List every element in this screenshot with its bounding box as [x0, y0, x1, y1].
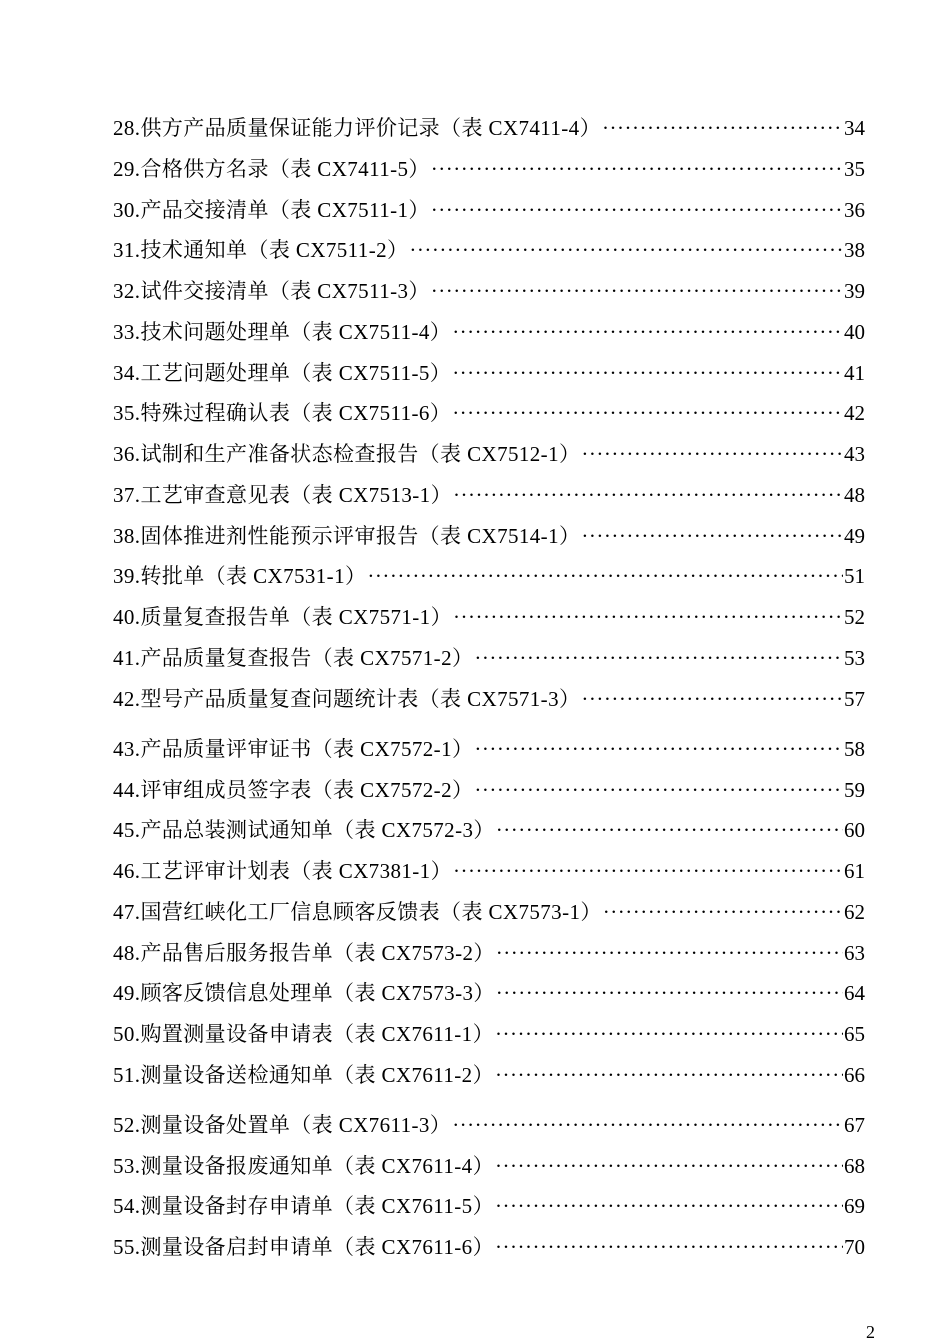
toc-leader-dots: [602, 113, 843, 143]
toc-entry-page: 64: [844, 981, 865, 1005]
toc-entry-page: 42: [844, 401, 865, 425]
toc-entry-page: 60: [844, 818, 865, 842]
toc-leader-dots: [495, 1191, 843, 1221]
toc-leader-dots: [495, 1019, 843, 1049]
toc-entry-title: 47.国营红峡化工厂信息顾客反馈表（表 CX7573-1）: [113, 900, 602, 924]
toc-entry-page: 57: [844, 687, 865, 711]
toc-leader-dots: [453, 602, 843, 632]
toc-leader-dots: [474, 643, 843, 673]
toc-entry-title: 50.购置测量设备申请表（表 CX7611-1）: [113, 1022, 494, 1046]
toc-leader-dots: [409, 235, 843, 265]
toc-entry[interactable]: [113, 561, 865, 591]
toc-entry-page: 67: [844, 1113, 865, 1137]
toc-entry[interactable]: [113, 684, 865, 714]
toc-entry[interactable]: [113, 897, 865, 927]
toc-entry-title: 46.工艺评审计划表（表 CX7381-1）: [113, 859, 452, 883]
toc-entry-title: 39.转批单（表 CX7531-1）: [113, 564, 367, 588]
toc-entry-page: 39: [844, 279, 865, 303]
toc-leader-dots: [495, 1151, 843, 1181]
toc-entry[interactable]: [113, 276, 865, 306]
toc-entry-page: 40: [844, 320, 865, 344]
toc-leader-dots: [452, 1110, 843, 1140]
page-number: 2: [866, 1322, 875, 1342]
toc-entry-title: 29.合格供方名录（表 CX7411-5）: [113, 157, 430, 181]
toc-entry-page: 34: [844, 116, 865, 140]
toc-leader-dots: [474, 775, 843, 805]
toc-entry[interactable]: [113, 358, 865, 388]
toc-entry-page: 65: [844, 1022, 865, 1046]
toc-entry-title: 38.固体推进剂性能预示评审报告（表 CX7514-1）: [113, 524, 581, 548]
toc-entry-title: 43.产品质量评审证书（表 CX7572-1）: [113, 737, 474, 761]
toc-leader-dots: [431, 276, 843, 306]
toc-leader-dots: [453, 480, 843, 510]
toc-entry-title: 48.产品售后服务报告单（表 CX7573-2）: [113, 941, 495, 965]
toc-leader-dots: [495, 1060, 843, 1090]
toc-entry-page: 68: [844, 1154, 865, 1178]
toc-entry[interactable]: [113, 154, 865, 184]
toc-entry[interactable]: [113, 1110, 865, 1140]
toc-entry[interactable]: [113, 398, 865, 428]
toc-entry[interactable]: [113, 1232, 865, 1262]
toc-entry-title: 33.技术问题处理单（表 CX7511-4）: [113, 320, 452, 344]
toc-entry[interactable]: [113, 317, 865, 347]
toc-entry-title: 52.测量设备处置单（表 CX7611-3）: [113, 1113, 452, 1137]
toc-entry-title: 37.工艺审查意见表（表 CX7513-1）: [113, 483, 452, 507]
toc-leader-dots: [495, 1232, 843, 1262]
toc-leader-dots: [367, 561, 843, 591]
toc-entry[interactable]: [113, 734, 865, 764]
toc-leader-dots: [453, 856, 843, 886]
toc-entry-page: 41: [844, 361, 865, 385]
toc-entry-page: 69: [844, 1194, 865, 1218]
toc-entry-page: 51: [844, 564, 865, 588]
toc-leader-dots: [581, 521, 843, 551]
toc-entry-title: 30.产品交接清单（表 CX7511-1）: [113, 198, 430, 222]
toc-entry-title: 34.工艺问题处理单（表 CX7511-5）: [113, 361, 452, 385]
toc-entry-page: 35: [844, 157, 865, 181]
toc-entry[interactable]: [113, 978, 865, 1008]
toc-entry-title: 49.顾客反馈信息处理单（表 CX7573-3）: [113, 981, 495, 1005]
toc-entry-title: 45.产品总装测试通知单（表 CX7572-3）: [113, 818, 495, 842]
toc-entry[interactable]: [113, 856, 865, 886]
toc-entry-page: 38: [844, 238, 865, 262]
toc-entry[interactable]: [113, 439, 865, 469]
toc-entry[interactable]: [113, 938, 865, 968]
toc-entry-page: 36: [844, 198, 865, 222]
toc-leader-dots: [431, 195, 843, 225]
toc-entry-page: 53: [844, 646, 865, 670]
table-of-contents: [113, 0, 865, 1344]
toc-entry-title: 54.测量设备封存申请单（表 CX7611-5）: [113, 1194, 494, 1218]
toc-leader-dots: [581, 684, 843, 714]
toc-entry[interactable]: [113, 815, 865, 845]
toc-entry-title: 55.测量设备启封申请单（表 CX7611-6）: [113, 1235, 494, 1259]
toc-entry-title: 40.质量复查报告单（表 CX7571-1）: [113, 605, 452, 629]
toc-entry[interactable]: [113, 1151, 865, 1181]
toc-entry[interactable]: [113, 602, 865, 632]
toc-entry[interactable]: [113, 775, 865, 805]
toc-entry-title: 44.评审组成员签字表（表 CX7572-2）: [113, 778, 474, 802]
toc-entry[interactable]: [113, 480, 865, 510]
toc-entry-title: 28.供方产品质量保证能力评价记录（表 CX7411-4）: [113, 116, 601, 140]
toc-entry-page: 62: [844, 900, 865, 924]
toc-entry[interactable]: [113, 195, 865, 225]
toc-leader-dots: [452, 317, 843, 347]
toc-entry-title: 32.试件交接清单（表 CX7511-3）: [113, 279, 430, 303]
toc-entry-page: 43: [844, 442, 865, 466]
toc-entry[interactable]: [113, 1019, 865, 1049]
toc-entry[interactable]: [113, 1060, 865, 1090]
toc-entry-title: 36.试制和生产准备状态检查报告（表 CX7512-1）: [113, 442, 581, 466]
toc-entry-page: 48: [844, 483, 865, 507]
toc-leader-dots: [452, 398, 843, 428]
toc-entry[interactable]: [113, 235, 865, 265]
toc-leader-dots: [496, 938, 843, 968]
toc-leader-dots: [431, 154, 843, 184]
toc-entry-page: 59: [844, 778, 865, 802]
toc-entry-title: 35.特殊过程确认表（表 CX7511-6）: [113, 401, 452, 425]
toc-leader-dots: [603, 897, 843, 927]
toc-entry-page: 58: [844, 737, 865, 761]
toc-entry[interactable]: [113, 643, 865, 673]
toc-entry-title: 31.技术通知单（表 CX7511-2）: [113, 238, 409, 262]
toc-entry-page: 70: [844, 1235, 865, 1259]
toc-entry-title: 53.测量设备报废通知单（表 CX7611-4）: [113, 1154, 494, 1178]
toc-entry[interactable]: [113, 113, 865, 143]
toc-entry-page: 49: [844, 524, 865, 548]
toc-leader-dots: [474, 734, 843, 764]
toc-entry-title: 41.产品质量复查报告（表 CX7571-2）: [113, 646, 474, 670]
toc-entry-title: 42.型号产品质量复查问题统计表（表 CX7571-3）: [113, 687, 581, 711]
toc-leader-dots: [581, 439, 843, 469]
toc-entry-page: 52: [844, 605, 865, 629]
toc-entry[interactable]: [113, 521, 865, 551]
toc-leader-dots: [452, 358, 843, 388]
toc-entry-page: 61: [844, 859, 865, 883]
toc-leader-dots: [496, 815, 843, 845]
toc-entry-page: 66: [844, 1063, 865, 1087]
toc-entry-title: 51.测量设备送检通知单（表 CX7611-2）: [113, 1063, 494, 1087]
toc-entry[interactable]: [113, 1191, 865, 1221]
toc-leader-dots: [496, 978, 843, 1008]
toc-entry-page: 63: [844, 941, 865, 965]
